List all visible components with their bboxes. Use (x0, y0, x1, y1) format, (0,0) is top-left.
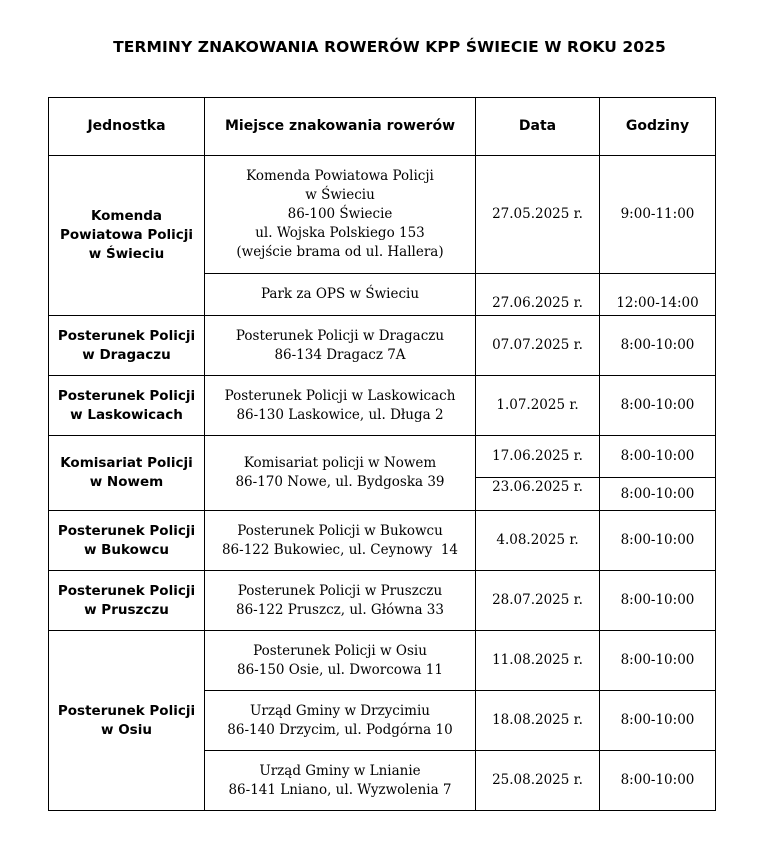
hours-cell: 8:00-10:00 (600, 478, 716, 511)
place-cell: Posterunek Policji w Dragaczu 86-134 Dragacz 7A (205, 316, 476, 376)
date-cell: 25.08.2025 r. (476, 751, 600, 811)
date-cell: 27.06.2025 r. (476, 274, 600, 316)
table-row (49, 511, 716, 571)
date-cell: 1.07.2025 r. (476, 376, 600, 436)
schedule-table (48, 97, 716, 811)
hours-cell: 8:00-10:00 (600, 511, 716, 571)
place-cell: Komenda Powiatowa Policji w Świeciu 86-100 Świecie ul. Wojska Polskiego 153 (wejście brama od ul. Hallera) (205, 156, 476, 274)
place-cell: Posterunek Policji w Pruszczu 86-122 Pruszcz, ul. Główna 33 (205, 571, 476, 631)
place-cell: Park za OPS w Świeciu (205, 274, 476, 316)
unit-cell: Posterunek Policji w Laskowicach (49, 376, 205, 436)
unit-cell: Posterunek Policji w Dragaczu (49, 316, 205, 376)
hours-cell: 8:00-10:00 (600, 751, 716, 811)
unit-cell: Komenda Powiatowa Policji w Świeciu (49, 156, 205, 316)
header-date: Data (476, 98, 600, 156)
place-cell: Urząd Gminy w Drzycimiu 86-140 Drzycim, ul. Podgórna 10 (205, 691, 476, 751)
unit-cell: Posterunek Policji w Bukowcu (49, 511, 205, 571)
unit-cell: Posterunek Policji w Pruszczu (49, 571, 205, 631)
header-hours: Godziny (600, 98, 716, 156)
date-cell: 23.06.2025 r. (476, 478, 600, 511)
date-cell: 4.08.2025 r. (476, 511, 600, 571)
unit-cell: Komisariat Policji w Nowem (49, 436, 205, 511)
hours-cell: 9:00-11:00 (600, 156, 716, 274)
hours-cell: 8:00-10:00 (600, 376, 716, 436)
date-cell: 27.05.2025 r. (476, 156, 600, 274)
hours-cell: 12:00-14:00 (600, 274, 716, 316)
place-cell: Komisariat policji w Nowem 86-170 Nowe, ul. Bydgoska 39 (205, 436, 476, 511)
date-cell: 11.08.2025 r. (476, 631, 600, 691)
hours-cell: 8:00-10:00 (600, 436, 716, 478)
place-cell: Posterunek Policji w Osiu 86-150 Osie, ul. Dworcowa 11 (205, 631, 476, 691)
date-cell: 17.06.2025 r. (476, 436, 600, 478)
table-row (49, 631, 716, 691)
date-cell: 18.08.2025 r. (476, 691, 600, 751)
unit-cell: Posterunek Policji w Osiu (49, 631, 205, 811)
hours-cell: 8:00-10:00 (600, 571, 716, 631)
header-row (49, 98, 716, 156)
hours-cell: 8:00-10:00 (600, 316, 716, 376)
date-cell: 07.07.2025 r. (476, 316, 600, 376)
table-row (49, 571, 716, 631)
place-cell: Urząd Gminy w Lnianie 86-141 Lniano, ul. Wyzwolenia 7 (205, 751, 476, 811)
table-row (49, 436, 716, 478)
date-cell: 28.07.2025 r. (476, 571, 600, 631)
place-cell: Posterunek Policji w Laskowicach 86-130 Laskowice, ul. Długa 2 (205, 376, 476, 436)
header-place: Miejsce znakowania rowerów (205, 98, 476, 156)
table-row (49, 316, 716, 376)
header-unit: Jednostka (49, 98, 205, 156)
document-title: TERMINY ZNAKOWANIA ROWERÓW KPP ŚWIECIE W ROKU 2025 (113, 38, 666, 56)
place-cell: Posterunek Policji w Bukowcu 86-122 Bukowiec, ul. Ceynowy 14 (205, 511, 476, 571)
table-row (49, 376, 716, 436)
table-row (49, 156, 716, 274)
hours-cell: 8:00-10:00 (600, 631, 716, 691)
hours-cell: 8:00-10:00 (600, 691, 716, 751)
